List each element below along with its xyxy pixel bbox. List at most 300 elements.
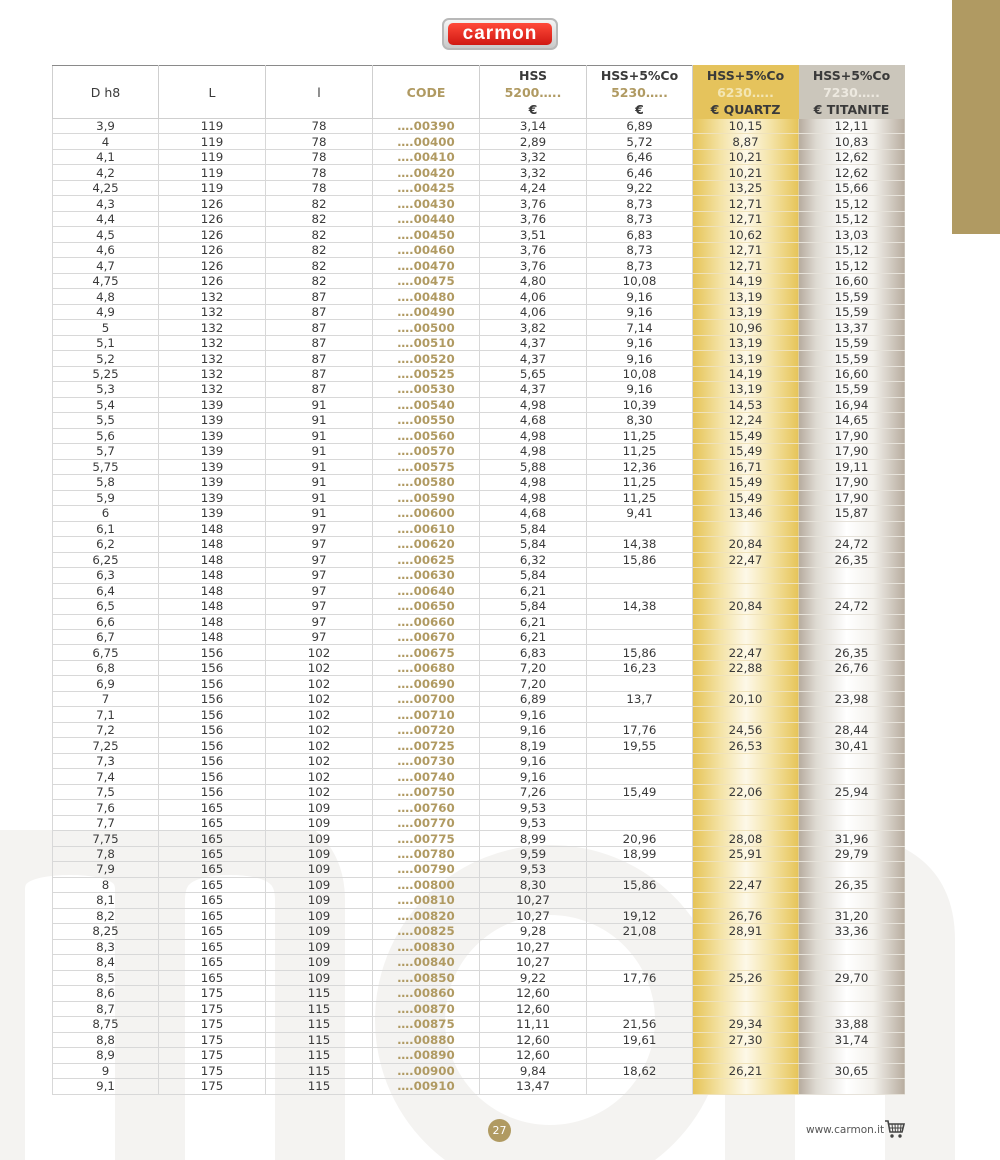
cell-code: ….00540 [373, 397, 480, 412]
cell-price-titanite: 12,62 [799, 165, 905, 180]
cell-length-flute: 78 [266, 180, 373, 195]
cell-price-quartz [693, 521, 799, 536]
cell-price-quartz: 10,15 [693, 119, 799, 134]
cell-length-total: 156 [159, 660, 266, 675]
header-titanite: HSS+5%Co 7230….. € TITANITE [799, 66, 905, 119]
cell-code: ….00840 [373, 955, 480, 970]
cell-diameter: 8,4 [53, 955, 159, 970]
cell-length-flute: 91 [266, 444, 373, 459]
cell-price-hss: 5,88 [480, 459, 587, 474]
cell-price-hss-co: 18,99 [587, 846, 693, 861]
cell-price-hss: 4,80 [480, 273, 587, 288]
cell-code: ….00575 [373, 459, 480, 474]
cell-length-total: 156 [159, 738, 266, 753]
cell-length-total: 119 [159, 149, 266, 164]
table-row [53, 831, 905, 846]
table-row [53, 180, 905, 195]
cell-price-titanite: 29,79 [799, 846, 905, 861]
cell-diameter: 4,7 [53, 258, 159, 273]
cell-code: ….00425 [373, 180, 480, 195]
cell-diameter: 7 [53, 691, 159, 706]
cell-length-flute: 97 [266, 599, 373, 614]
cell-code: ….00520 [373, 351, 480, 366]
cell-price-quartz: 22,88 [693, 660, 799, 675]
table-row [53, 366, 905, 381]
table-row [53, 939, 905, 954]
cell-price-hss: 3,14 [480, 119, 587, 134]
cell-length-flute: 91 [266, 506, 373, 521]
cell-price-quartz: 12,71 [693, 196, 799, 211]
cell-price-hss: 10,27 [480, 893, 587, 908]
cell-length-total: 156 [159, 753, 266, 768]
cell-code: ….00740 [373, 769, 480, 784]
cell-length-flute: 91 [266, 413, 373, 428]
price-table-wrapper [52, 65, 904, 1095]
cell-diameter: 4,2 [53, 165, 159, 180]
cell-price-quartz [693, 629, 799, 644]
table-row [53, 1017, 905, 1032]
cell-price-quartz: 29,34 [693, 1017, 799, 1032]
cell-price-titanite: 17,90 [799, 475, 905, 490]
cell-code: ….00860 [373, 986, 480, 1001]
cell-length-total: 119 [159, 180, 266, 195]
cell-price-titanite: 17,90 [799, 428, 905, 443]
cell-length-flute: 97 [266, 629, 373, 644]
table-row [53, 955, 905, 970]
cell-price-hss: 12,60 [480, 1048, 587, 1063]
cell-price-titanite: 23,98 [799, 691, 905, 706]
cell-length-flute: 102 [266, 645, 373, 660]
cell-length-total: 139 [159, 397, 266, 412]
cell-length-flute: 87 [266, 335, 373, 350]
cell-length-flute: 109 [266, 800, 373, 815]
cell-length-flute: 87 [266, 289, 373, 304]
cell-price-hss-co: 12,36 [587, 459, 693, 474]
cell-length-flute: 109 [266, 862, 373, 877]
cell-length-flute: 82 [266, 196, 373, 211]
cell-price-titanite: 30,41 [799, 738, 905, 753]
cell-length-total: 156 [159, 769, 266, 784]
cell-length-flute: 87 [266, 366, 373, 381]
cell-price-titanite: 24,72 [799, 537, 905, 552]
cell-price-quartz: 28,91 [693, 924, 799, 939]
cell-length-total: 165 [159, 831, 266, 846]
cell-length-flute: 97 [266, 568, 373, 583]
cell-length-total: 132 [159, 320, 266, 335]
cell-price-hss-co: 9,22 [587, 180, 693, 195]
cell-price-hss: 10,27 [480, 908, 587, 923]
cell-price-quartz [693, 676, 799, 691]
cell-length-flute: 115 [266, 1017, 373, 1032]
cell-length-total: 139 [159, 413, 266, 428]
cell-length-flute: 87 [266, 304, 373, 319]
cell-code: ….00390 [373, 119, 480, 134]
cell-price-quartz: 25,26 [693, 970, 799, 985]
cell-length-flute: 102 [266, 784, 373, 799]
cell-length-total: 119 [159, 119, 266, 134]
cell-price-hss: 9,28 [480, 924, 587, 939]
cell-diameter: 5,7 [53, 444, 159, 459]
table-row [53, 119, 905, 134]
cell-price-hss-co: 8,73 [587, 196, 693, 211]
cell-diameter: 8,3 [53, 939, 159, 954]
cell-price-quartz: 15,49 [693, 444, 799, 459]
cell-diameter: 5,3 [53, 382, 159, 397]
cell-price-quartz: 26,21 [693, 1063, 799, 1078]
cell-code: ….00750 [373, 784, 480, 799]
table-row [53, 304, 905, 319]
cell-diameter: 4,9 [53, 304, 159, 319]
cell-length-flute: 97 [266, 583, 373, 598]
table-row [53, 722, 905, 737]
cell-diameter: 6,6 [53, 614, 159, 629]
table-row [53, 211, 905, 226]
cell-price-quartz [693, 1001, 799, 1016]
cell-price-hss-co: 9,16 [587, 351, 693, 366]
cell-price-titanite [799, 986, 905, 1001]
cell-price-titanite [799, 1079, 905, 1094]
cell-diameter: 5,8 [53, 475, 159, 490]
cell-length-total: 126 [159, 227, 266, 242]
cell-length-total: 156 [159, 691, 266, 706]
cell-length-flute: 78 [266, 134, 373, 149]
cell-price-hss: 5,84 [480, 537, 587, 552]
cell-length-flute: 87 [266, 351, 373, 366]
cell-length-flute: 115 [266, 986, 373, 1001]
cell-diameter: 8,6 [53, 986, 159, 1001]
cell-price-hss: 6,89 [480, 691, 587, 706]
cell-price-hss: 4,98 [480, 475, 587, 490]
cell-diameter: 4 [53, 134, 159, 149]
table-row [53, 490, 905, 505]
table-row [53, 645, 905, 660]
cell-code: ….00780 [373, 846, 480, 861]
cell-price-quartz [693, 707, 799, 722]
cell-price-titanite: 10,83 [799, 134, 905, 149]
cell-price-quartz: 22,47 [693, 645, 799, 660]
cell-price-titanite [799, 1048, 905, 1063]
cell-code: ….00700 [373, 691, 480, 706]
cell-price-quartz: 13,19 [693, 335, 799, 350]
cell-length-total: 139 [159, 444, 266, 459]
cell-price-hss-co [587, 707, 693, 722]
cell-price-quartz: 22,47 [693, 877, 799, 892]
cell-code: ….00410 [373, 149, 480, 164]
cell-length-flute: 102 [266, 676, 373, 691]
cell-price-titanite: 26,35 [799, 877, 905, 892]
cell-price-hss: 7,20 [480, 676, 587, 691]
cell-price-hss-co [587, 893, 693, 908]
cell-price-titanite: 25,94 [799, 784, 905, 799]
cell-price-titanite: 31,20 [799, 908, 905, 923]
header-hss: HSS 5200….. € [480, 66, 587, 119]
cell-price-hss: 4,37 [480, 351, 587, 366]
cell-price-hss-co: 11,25 [587, 444, 693, 459]
cell-code: ….00580 [373, 475, 480, 490]
cell-diameter: 7,3 [53, 753, 159, 768]
cell-diameter: 4,25 [53, 180, 159, 195]
cell-length-flute: 102 [266, 660, 373, 675]
header-length-flute: l [266, 66, 373, 119]
website-link[interactable]: www.carmon.it [806, 1124, 885, 1136]
cell-diameter: 6,1 [53, 521, 159, 536]
cell-length-total: 148 [159, 552, 266, 567]
cell-price-hss: 10,27 [480, 955, 587, 970]
cell-diameter: 8 [53, 877, 159, 892]
cell-length-flute: 109 [266, 846, 373, 861]
cell-price-titanite: 16,94 [799, 397, 905, 412]
cell-diameter: 4,75 [53, 273, 159, 288]
cell-price-titanite: 15,59 [799, 335, 905, 350]
cell-price-hss-co: 18,62 [587, 1063, 693, 1078]
cell-price-hss: 9,16 [480, 769, 587, 784]
table-row [53, 134, 905, 149]
cell-price-hss-co: 21,08 [587, 924, 693, 939]
cell-length-flute: 82 [266, 258, 373, 273]
cell-price-hss-co: 6,83 [587, 227, 693, 242]
cell-price-hss: 8,99 [480, 831, 587, 846]
cell-price-hss-co [587, 1048, 693, 1063]
cell-length-total: 126 [159, 258, 266, 273]
cell-code: ….00690 [373, 676, 480, 691]
table-row [53, 149, 905, 164]
cell-price-quartz [693, 753, 799, 768]
table-row [53, 660, 905, 675]
cell-price-quartz: 26,76 [693, 908, 799, 923]
cell-length-total: 175 [159, 1063, 266, 1078]
cell-code: ….00550 [373, 413, 480, 428]
cell-code: ….00790 [373, 862, 480, 877]
cell-price-hss: 11,11 [480, 1017, 587, 1032]
cell-length-flute: 91 [266, 490, 373, 505]
cell-length-flute: 87 [266, 382, 373, 397]
cell-price-quartz: 13,19 [693, 304, 799, 319]
cell-price-quartz [693, 1048, 799, 1063]
cell-price-titanite [799, 676, 905, 691]
cell-diameter: 6,3 [53, 568, 159, 583]
cell-price-quartz: 27,30 [693, 1032, 799, 1047]
cell-diameter: 5,9 [53, 490, 159, 505]
cell-length-flute: 87 [266, 320, 373, 335]
table-row [53, 165, 905, 180]
header-quartz: HSS+5%Co 6230….. € QUARTZ [693, 66, 799, 119]
cell-length-total: 148 [159, 599, 266, 614]
cell-price-hss-co [587, 1001, 693, 1016]
cell-code: ….00890 [373, 1048, 480, 1063]
cell-price-quartz: 8,87 [693, 134, 799, 149]
cell-price-quartz [693, 893, 799, 908]
table-row [53, 1032, 905, 1047]
cell-diameter: 5,75 [53, 459, 159, 474]
cell-price-titanite: 17,90 [799, 490, 905, 505]
cell-length-total: 156 [159, 645, 266, 660]
cell-price-quartz: 15,49 [693, 428, 799, 443]
table-row [53, 1001, 905, 1016]
table-row [53, 506, 905, 521]
cell-diameter: 8,2 [53, 908, 159, 923]
page-number-badge: 27 [488, 1119, 511, 1142]
cell-price-hss-co [587, 753, 693, 768]
cell-diameter: 4,8 [53, 289, 159, 304]
cell-price-titanite: 15,12 [799, 196, 905, 211]
cell-price-titanite [799, 707, 905, 722]
cell-price-hss: 5,84 [480, 599, 587, 614]
cell-length-flute: 78 [266, 149, 373, 164]
cell-length-total: 126 [159, 242, 266, 257]
cell-length-total: 126 [159, 196, 266, 211]
cell-code: ….00730 [373, 753, 480, 768]
cell-length-total: 139 [159, 459, 266, 474]
cell-price-quartz [693, 955, 799, 970]
cell-price-hss-co [587, 521, 693, 536]
cell-price-titanite [799, 862, 905, 877]
cell-price-quartz: 16,71 [693, 459, 799, 474]
cell-code: ….00820 [373, 908, 480, 923]
cell-length-total: 165 [159, 908, 266, 923]
cell-price-hss: 4,06 [480, 304, 587, 319]
table-row [53, 428, 905, 443]
table-row [53, 583, 905, 598]
cell-length-flute: 97 [266, 521, 373, 536]
table-body [53, 119, 905, 1095]
cell-price-hss-co: 15,49 [587, 784, 693, 799]
cell-price-hss: 13,47 [480, 1079, 587, 1094]
cell-price-quartz: 26,53 [693, 738, 799, 753]
cell-price-hss: 3,32 [480, 149, 587, 164]
cell-price-hss: 3,76 [480, 196, 587, 211]
cell-price-hss-co [587, 676, 693, 691]
cell-code: ….00760 [373, 800, 480, 815]
table-row [53, 335, 905, 350]
cell-price-quartz: 28,08 [693, 831, 799, 846]
cell-length-flute: 82 [266, 227, 373, 242]
cell-price-hss: 10,27 [480, 939, 587, 954]
cell-price-titanite: 15,12 [799, 258, 905, 273]
cell-length-flute: 115 [266, 1032, 373, 1047]
table-row [53, 521, 905, 536]
cell-code: ….00590 [373, 490, 480, 505]
cell-code: ….00810 [373, 893, 480, 908]
cell-price-titanite [799, 521, 905, 536]
cell-price-hss: 3,51 [480, 227, 587, 242]
cell-price-titanite [799, 939, 905, 954]
cell-price-titanite: 15,59 [799, 351, 905, 366]
cell-price-titanite: 14,65 [799, 413, 905, 428]
cell-code: ….00530 [373, 382, 480, 397]
cell-price-titanite [799, 629, 905, 644]
cell-length-flute: 82 [266, 273, 373, 288]
cell-price-hss-co: 6,89 [587, 119, 693, 134]
cell-length-flute: 109 [266, 877, 373, 892]
cell-code: ….00680 [373, 660, 480, 675]
cell-price-quartz: 10,62 [693, 227, 799, 242]
cell-code: ….00880 [373, 1032, 480, 1047]
table-row [53, 475, 905, 490]
cell-price-hss: 5,84 [480, 521, 587, 536]
cell-code: ….00900 [373, 1063, 480, 1078]
cell-diameter: 7,1 [53, 707, 159, 722]
cell-price-titanite: 31,96 [799, 831, 905, 846]
cell-length-flute: 82 [266, 211, 373, 226]
cell-price-quartz: 14,19 [693, 366, 799, 381]
cell-price-hss-co: 15,86 [587, 552, 693, 567]
cell-length-total: 132 [159, 335, 266, 350]
cell-price-quartz: 13,46 [693, 506, 799, 521]
cell-diameter: 5,6 [53, 428, 159, 443]
cell-price-quartz [693, 568, 799, 583]
cell-length-total: 165 [159, 970, 266, 985]
cell-code: ….00400 [373, 134, 480, 149]
cell-code: ….00910 [373, 1079, 480, 1094]
table-row [53, 382, 905, 397]
cell-price-titanite [799, 955, 905, 970]
cell-price-hss-co [587, 568, 693, 583]
table-row [53, 800, 905, 815]
table-header-row [53, 66, 905, 119]
table-row [53, 320, 905, 335]
table-row [53, 629, 905, 644]
cell-code: ….00675 [373, 645, 480, 660]
cell-price-quartz: 13,25 [693, 180, 799, 195]
cell-price-titanite: 24,72 [799, 599, 905, 614]
side-tab [952, 0, 1000, 234]
cell-price-quartz: 15,49 [693, 475, 799, 490]
cell-code: ….00670 [373, 629, 480, 644]
cell-diameter: 7,6 [53, 800, 159, 815]
table-row [53, 908, 905, 923]
cell-code: ….00475 [373, 273, 480, 288]
cell-length-flute: 109 [266, 815, 373, 830]
cell-price-titanite: 26,35 [799, 552, 905, 567]
cell-length-total: 175 [159, 1001, 266, 1016]
cell-length-flute: 109 [266, 831, 373, 846]
cell-length-total: 175 [159, 986, 266, 1001]
cell-price-titanite [799, 753, 905, 768]
cell-diameter: 9 [53, 1063, 159, 1078]
cell-code: ….00440 [373, 211, 480, 226]
cell-price-hss: 7,20 [480, 660, 587, 675]
cell-price-hss: 12,60 [480, 1032, 587, 1047]
cell-length-flute: 97 [266, 537, 373, 552]
cell-length-total: 148 [159, 583, 266, 598]
cell-length-flute: 102 [266, 722, 373, 737]
cell-price-hss: 3,76 [480, 258, 587, 273]
cell-diameter: 6 [53, 506, 159, 521]
cell-diameter: 7,2 [53, 722, 159, 737]
cell-price-hss: 3,76 [480, 242, 587, 257]
cell-length-flute: 109 [266, 924, 373, 939]
table-row [53, 614, 905, 629]
cell-price-hss: 9,53 [480, 815, 587, 830]
cell-price-quartz: 20,84 [693, 599, 799, 614]
cell-price-hss-co: 8,73 [587, 242, 693, 257]
cell-length-total: 132 [159, 366, 266, 381]
cell-price-hss-co: 9,41 [587, 506, 693, 521]
cell-price-hss-co: 10,08 [587, 366, 693, 381]
cell-diameter: 4,1 [53, 149, 159, 164]
cell-price-hss-co: 10,08 [587, 273, 693, 288]
table-row [53, 351, 905, 366]
cell-length-flute: 109 [266, 908, 373, 923]
cell-length-total: 139 [159, 475, 266, 490]
cell-price-hss-co: 19,12 [587, 908, 693, 923]
table-row [53, 846, 905, 861]
cell-price-titanite [799, 1001, 905, 1016]
cell-price-hss-co [587, 1079, 693, 1094]
cell-code: ….00770 [373, 815, 480, 830]
cell-price-titanite [799, 583, 905, 598]
shopping-cart-icon[interactable] [884, 1118, 906, 1140]
